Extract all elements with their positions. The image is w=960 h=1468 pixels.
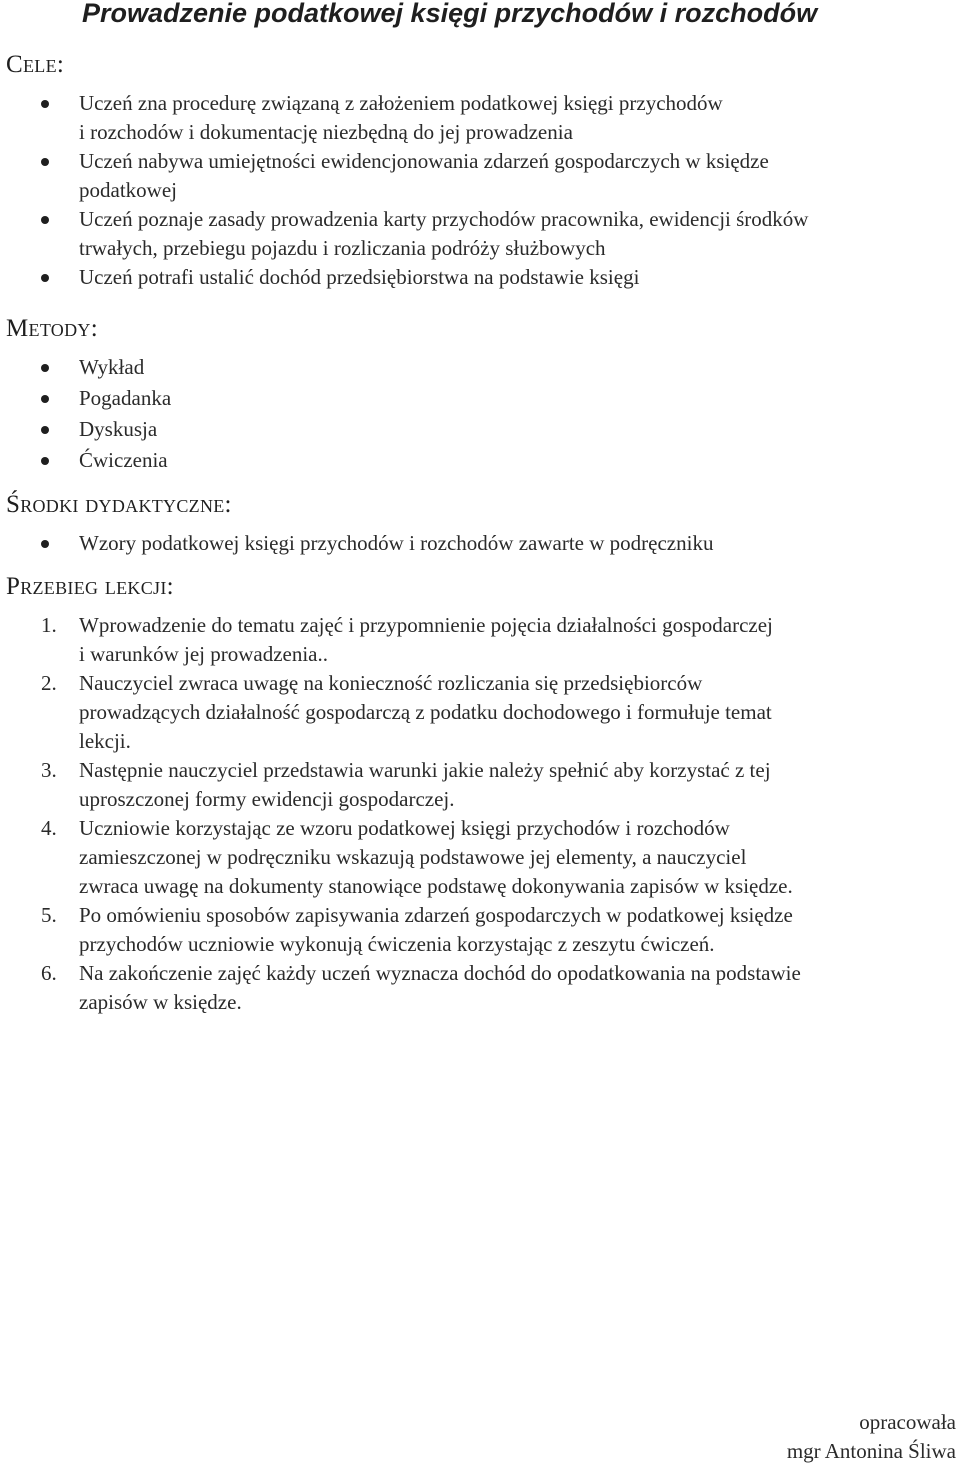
list-item-line: Uczeń nabywa umiejętności ewidencjonowania zdarzeń gospodarczych w księdze bbox=[79, 149, 769, 173]
srodki-list bbox=[0, 529, 955, 558]
signature-role: opracowała bbox=[859, 1410, 956, 1434]
cele-list bbox=[0, 89, 955, 292]
step-number: 2. bbox=[41, 671, 57, 695]
bullet-icon bbox=[41, 216, 49, 224]
list-item bbox=[0, 263, 955, 292]
step-number: 6. bbox=[41, 961, 57, 985]
document-title: Prowadzenie podatkowej księgi przychodów i rozchodów bbox=[82, 0, 818, 28]
list-item-line: Uczeń poznaje zasady prowadzenia karty przychodów pracownika, ewidencji środków bbox=[79, 207, 809, 231]
section-heading-metody: Metody: bbox=[6, 315, 98, 342]
bullet-icon bbox=[41, 540, 49, 548]
section-heading-przebieg: Przebieg lekcji: bbox=[6, 573, 174, 600]
step-item: 5. Po omówieniu sposobów zapisywania zdarzeń gospodarczych w podatkowej księdze przychodów uczniowie wykonują ćwiczenia korzystając z zeszytu ćwiczeń. bbox=[41, 903, 793, 956]
list-item-line: Uczeń potrafi ustalić dochód przedsiębiorstwa na podstawie księgi bbox=[79, 265, 640, 289]
metody-list bbox=[0, 352, 955, 476]
bullet-icon bbox=[41, 100, 49, 108]
list-item: Wzory podatkowej księgi przychodów i rozchodów zawarte w podręczniku bbox=[0, 529, 955, 558]
list-item-line: i rozchodów i dokumentację niezbędną do jej prowadzenia bbox=[79, 120, 573, 144]
section-heading-srodki: Środki dydaktyczne: bbox=[6, 491, 232, 518]
bullet-icon bbox=[41, 274, 49, 282]
list-item bbox=[0, 205, 955, 263]
list-item: Pogadanka bbox=[0, 383, 955, 414]
bullet-icon bbox=[41, 457, 49, 465]
list-item-line: trwałych, przebiegu pojazdu i rozliczania podróży służbowych bbox=[79, 236, 606, 260]
signature-name: mgr Antonina Śliwa bbox=[786, 1439, 956, 1463]
section-heading-cele: Cele: bbox=[6, 51, 65, 78]
list-item: Dyskusja bbox=[0, 414, 955, 445]
bullet-icon bbox=[41, 158, 49, 166]
step-item: 3. Następnie nauczyciel przedstawia warunki jakie należy spełnić aby korzystać z tej uproszczonej formy ewidencji gospodarczej. bbox=[41, 758, 771, 811]
bullet-icon bbox=[41, 395, 49, 403]
list-item bbox=[0, 89, 955, 147]
list-item-line: podatkowej bbox=[79, 178, 177, 202]
list-item: Ćwiczenia bbox=[0, 445, 955, 476]
list-item bbox=[0, 147, 955, 205]
step-number: 4. bbox=[41, 816, 57, 840]
bullet-icon bbox=[41, 364, 49, 372]
list-item: Wykład bbox=[0, 352, 955, 383]
step-number: 1. bbox=[41, 613, 57, 637]
step-item: 1. Wprowadzenie do tematu zajęć i przypomnienie pojęcia działalności gospodarczej i warunków jej prowadzenia.. bbox=[41, 613, 773, 666]
przebieg-steps bbox=[0, 611, 955, 1017]
step-item: 4. Uczniowie korzystając ze wzoru podatkowej księgi przychodów i rozchodów zamieszczonej w podręczniku wskazują podstawowe jej elementy, a nauczyciel zwraca uwagę na dokumenty stanowiące podstawę dokonywania zapisów w księdze. bbox=[41, 816, 793, 898]
list-item-line: Uczeń zna procedurę związaną z założeniem podatkowej księgi przychodów bbox=[79, 91, 723, 115]
step-number: 3. bbox=[41, 758, 57, 782]
step-item: 2. Nauczyciel zwraca uwagę na konieczność rozliczania się przedsiębiorców prowadzących działalność gospodarczą z podatku dochodowego i formułuje temat lekcji. bbox=[41, 671, 772, 753]
bullet-icon bbox=[41, 426, 49, 434]
step-number: 5. bbox=[41, 903, 57, 927]
step-item: 6. Na zakończenie zajęć każdy uczeń wyznacza dochód do opodatkowania na podstawie zapisów w księdze. bbox=[41, 961, 801, 1014]
